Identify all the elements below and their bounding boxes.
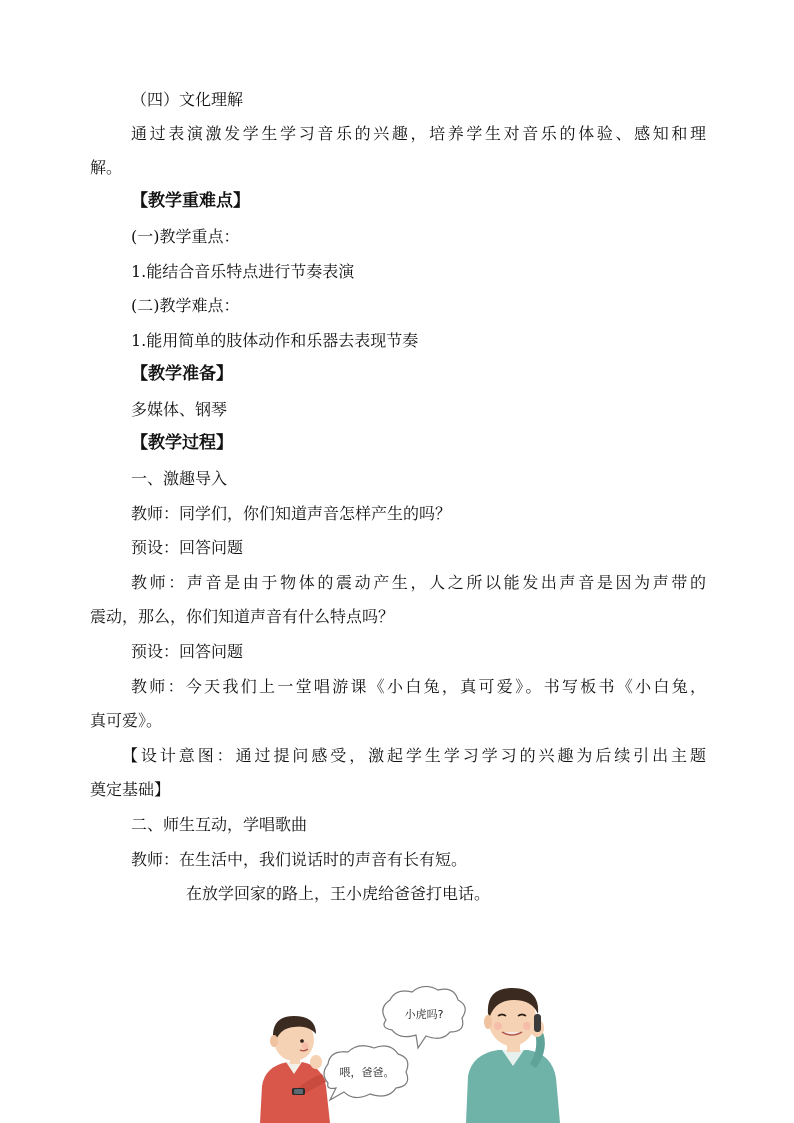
heading-preparation: 【教学准备】: [131, 364, 233, 384]
heading-key-difficult-points: 【教学重难点】: [131, 191, 250, 211]
paragraph-line: 真可爱》。: [90, 711, 163, 730]
paragraph-line: 教师：声音是由于物体的震动产生，人之所以能发出声音是因为声带的: [131, 573, 706, 592]
section-heading-culture: （四）文化理解: [131, 90, 244, 109]
paragraph-line: 预设：回答问题: [131, 642, 244, 661]
father-figure: [466, 988, 560, 1123]
list-item: 1.能用简单的肢体动作和乐器去表现节奏: [131, 331, 419, 350]
paragraph-line: 教师：在生活中，我们说话时的声音有长有短。: [131, 850, 468, 869]
subheading-interaction: 二、师生互动，学唱歌曲: [131, 815, 308, 834]
speech-bubble-father: [383, 986, 465, 1048]
heading-process: 【教学过程】: [131, 433, 233, 453]
paragraph-line: 震动，那么，你们知道声音有什么特点吗？: [90, 607, 395, 626]
paragraph-line: 教师：同学们，你们知道声音怎样产生的吗？: [131, 504, 452, 523]
subheading-difficult-points: (二)教学难点：: [131, 296, 240, 315]
paragraph-line: 教师：今天我们上一堂唱游课《小白兔，真可爱》。书写板书《小白兔，: [131, 677, 706, 696]
subheading-intro: 一、激趣导入: [131, 469, 228, 488]
paragraph-line: 在放学回家的路上，王小虎给爸爸打电话。: [186, 884, 491, 903]
speech-bubble-child: [324, 1046, 408, 1100]
design-intent-line: 【设计意图：通过提问感受，激起学生学习学习的兴趣为后续引出主题: [122, 746, 706, 765]
paragraph-line: 解。: [90, 158, 123, 177]
paragraph-line: 预设：回答问题: [131, 538, 244, 557]
paragraph-line: 多媒体、钢琴: [131, 400, 228, 419]
phone-call-illustration: [250, 978, 580, 1123]
subheading-key-points: (一)教学重点：: [131, 227, 240, 246]
design-intent-line: 奠定基础】: [90, 780, 171, 799]
list-item: 1.能结合音乐特点进行节奏表演: [131, 262, 355, 281]
father-speech-text: 小虎吗?: [404, 1008, 444, 1021]
child-speech-text: 喂，爸爸。: [339, 1066, 395, 1079]
paragraph-line: 通过表演激发学生学习音乐的兴趣，培养学生对音乐的体验、感知和理: [131, 124, 706, 143]
child-figure: [260, 1016, 330, 1123]
